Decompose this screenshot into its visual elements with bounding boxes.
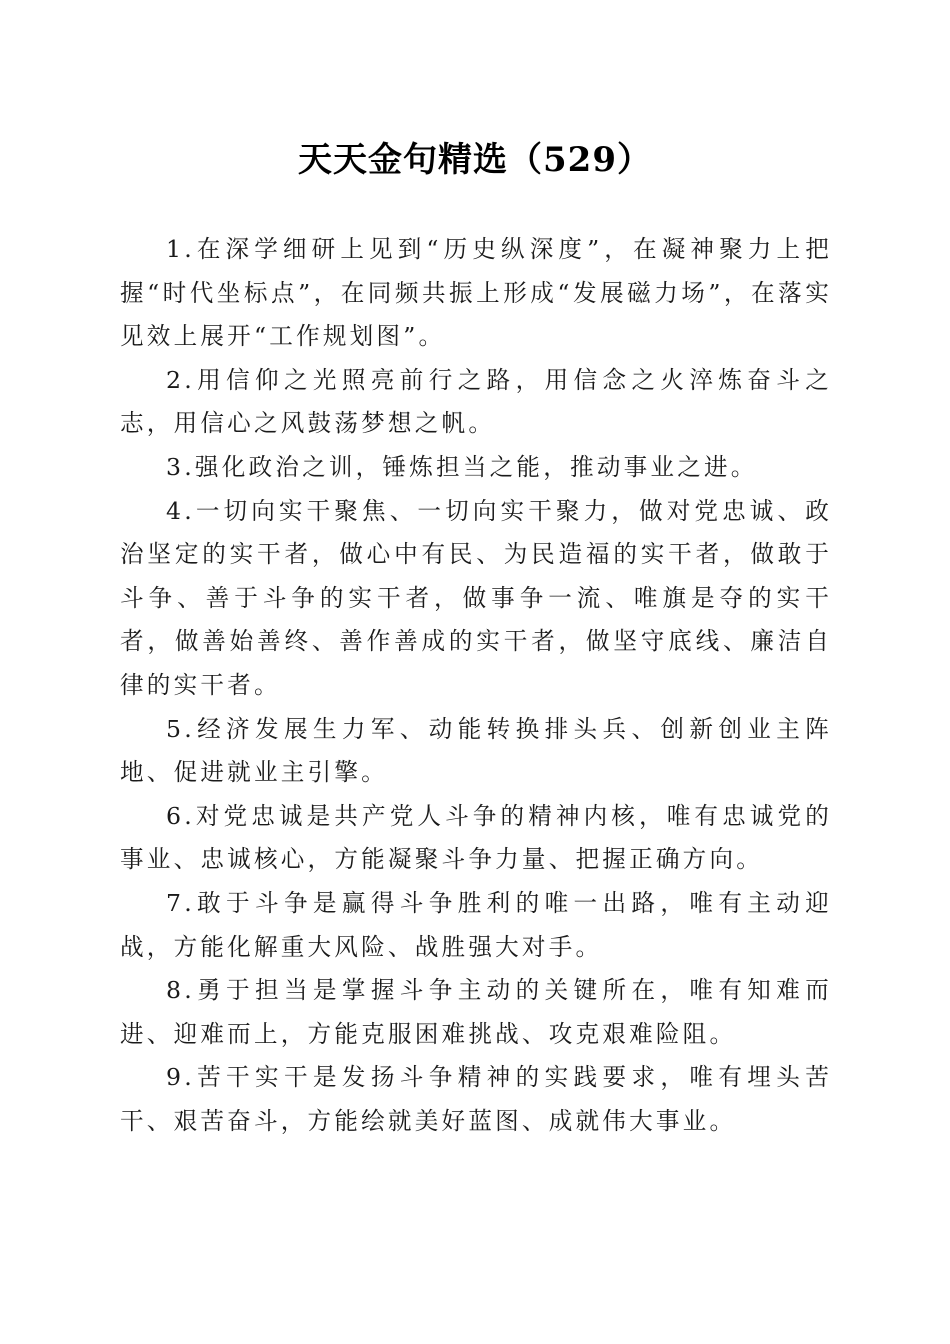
document-body <box>120 228 832 1143</box>
quote-paragraph-9: 9.苦干实干是发扬斗争精神的实践要求，唯有埋头苦干、艰苦奋斗，方能绘就美好蓝图、成就伟大事业。 <box>120 1063 832 1135</box>
quote-paragraph-5: 5.经济发展生力军、动能转换排头兵、创新创业主阵地、促进就业主引擎。 <box>120 714 832 787</box>
quote-paragraph-6: 6.对党忠诚是共产党人斗争的精神内核，唯有忠诚党的事业、忠诚核心，方能凝聚斗争力量、把握正确方向。 <box>120 801 832 874</box>
quote-paragraph-1: 1.在深学细研上见到“历史纵深度”，在凝神聚力上把握“时代坐标点”，在同频共振上形成“发展磁力场”，在落实见效上展开“工作规划图”。 <box>120 235 832 351</box>
quote-paragraph-4: 4.一切向实干聚焦、一切向实干聚力，做对党忠诚、政治坚定的实干者，做心中有民、为民造福的实干者，做敢于斗争、善于斗争的实干者，做事争一流、唯旗是夺的实干者，做善始善终、善作善成的实干者，做坚守底线、廉洁自律的实干者。 <box>120 496 832 699</box>
quote-paragraph-8: 8.勇于担当是掌握斗争主动的关键所在，唯有知难而进、迎难而上，方能克服困难挑战、攻克艰难险阻。 <box>120 976 832 1048</box>
quote-paragraph-3: 3.强化政治之训，锤炼担当之能，推动事业之进。 <box>166 452 758 481</box>
page-title: 天天金句精选（529） <box>298 140 652 180</box>
quote-paragraph-7: 7.敢于斗争是赢得斗争胜利的唯一出路，唯有主动迎战，方能化解重大风险、战胜强大对手。 <box>120 888 832 961</box>
quote-paragraph-2: 2.用信仰之光照亮前行之路，用信念之火淬炼奋斗之志，用信心之风鼓荡梦想之帆。 <box>120 365 832 438</box>
